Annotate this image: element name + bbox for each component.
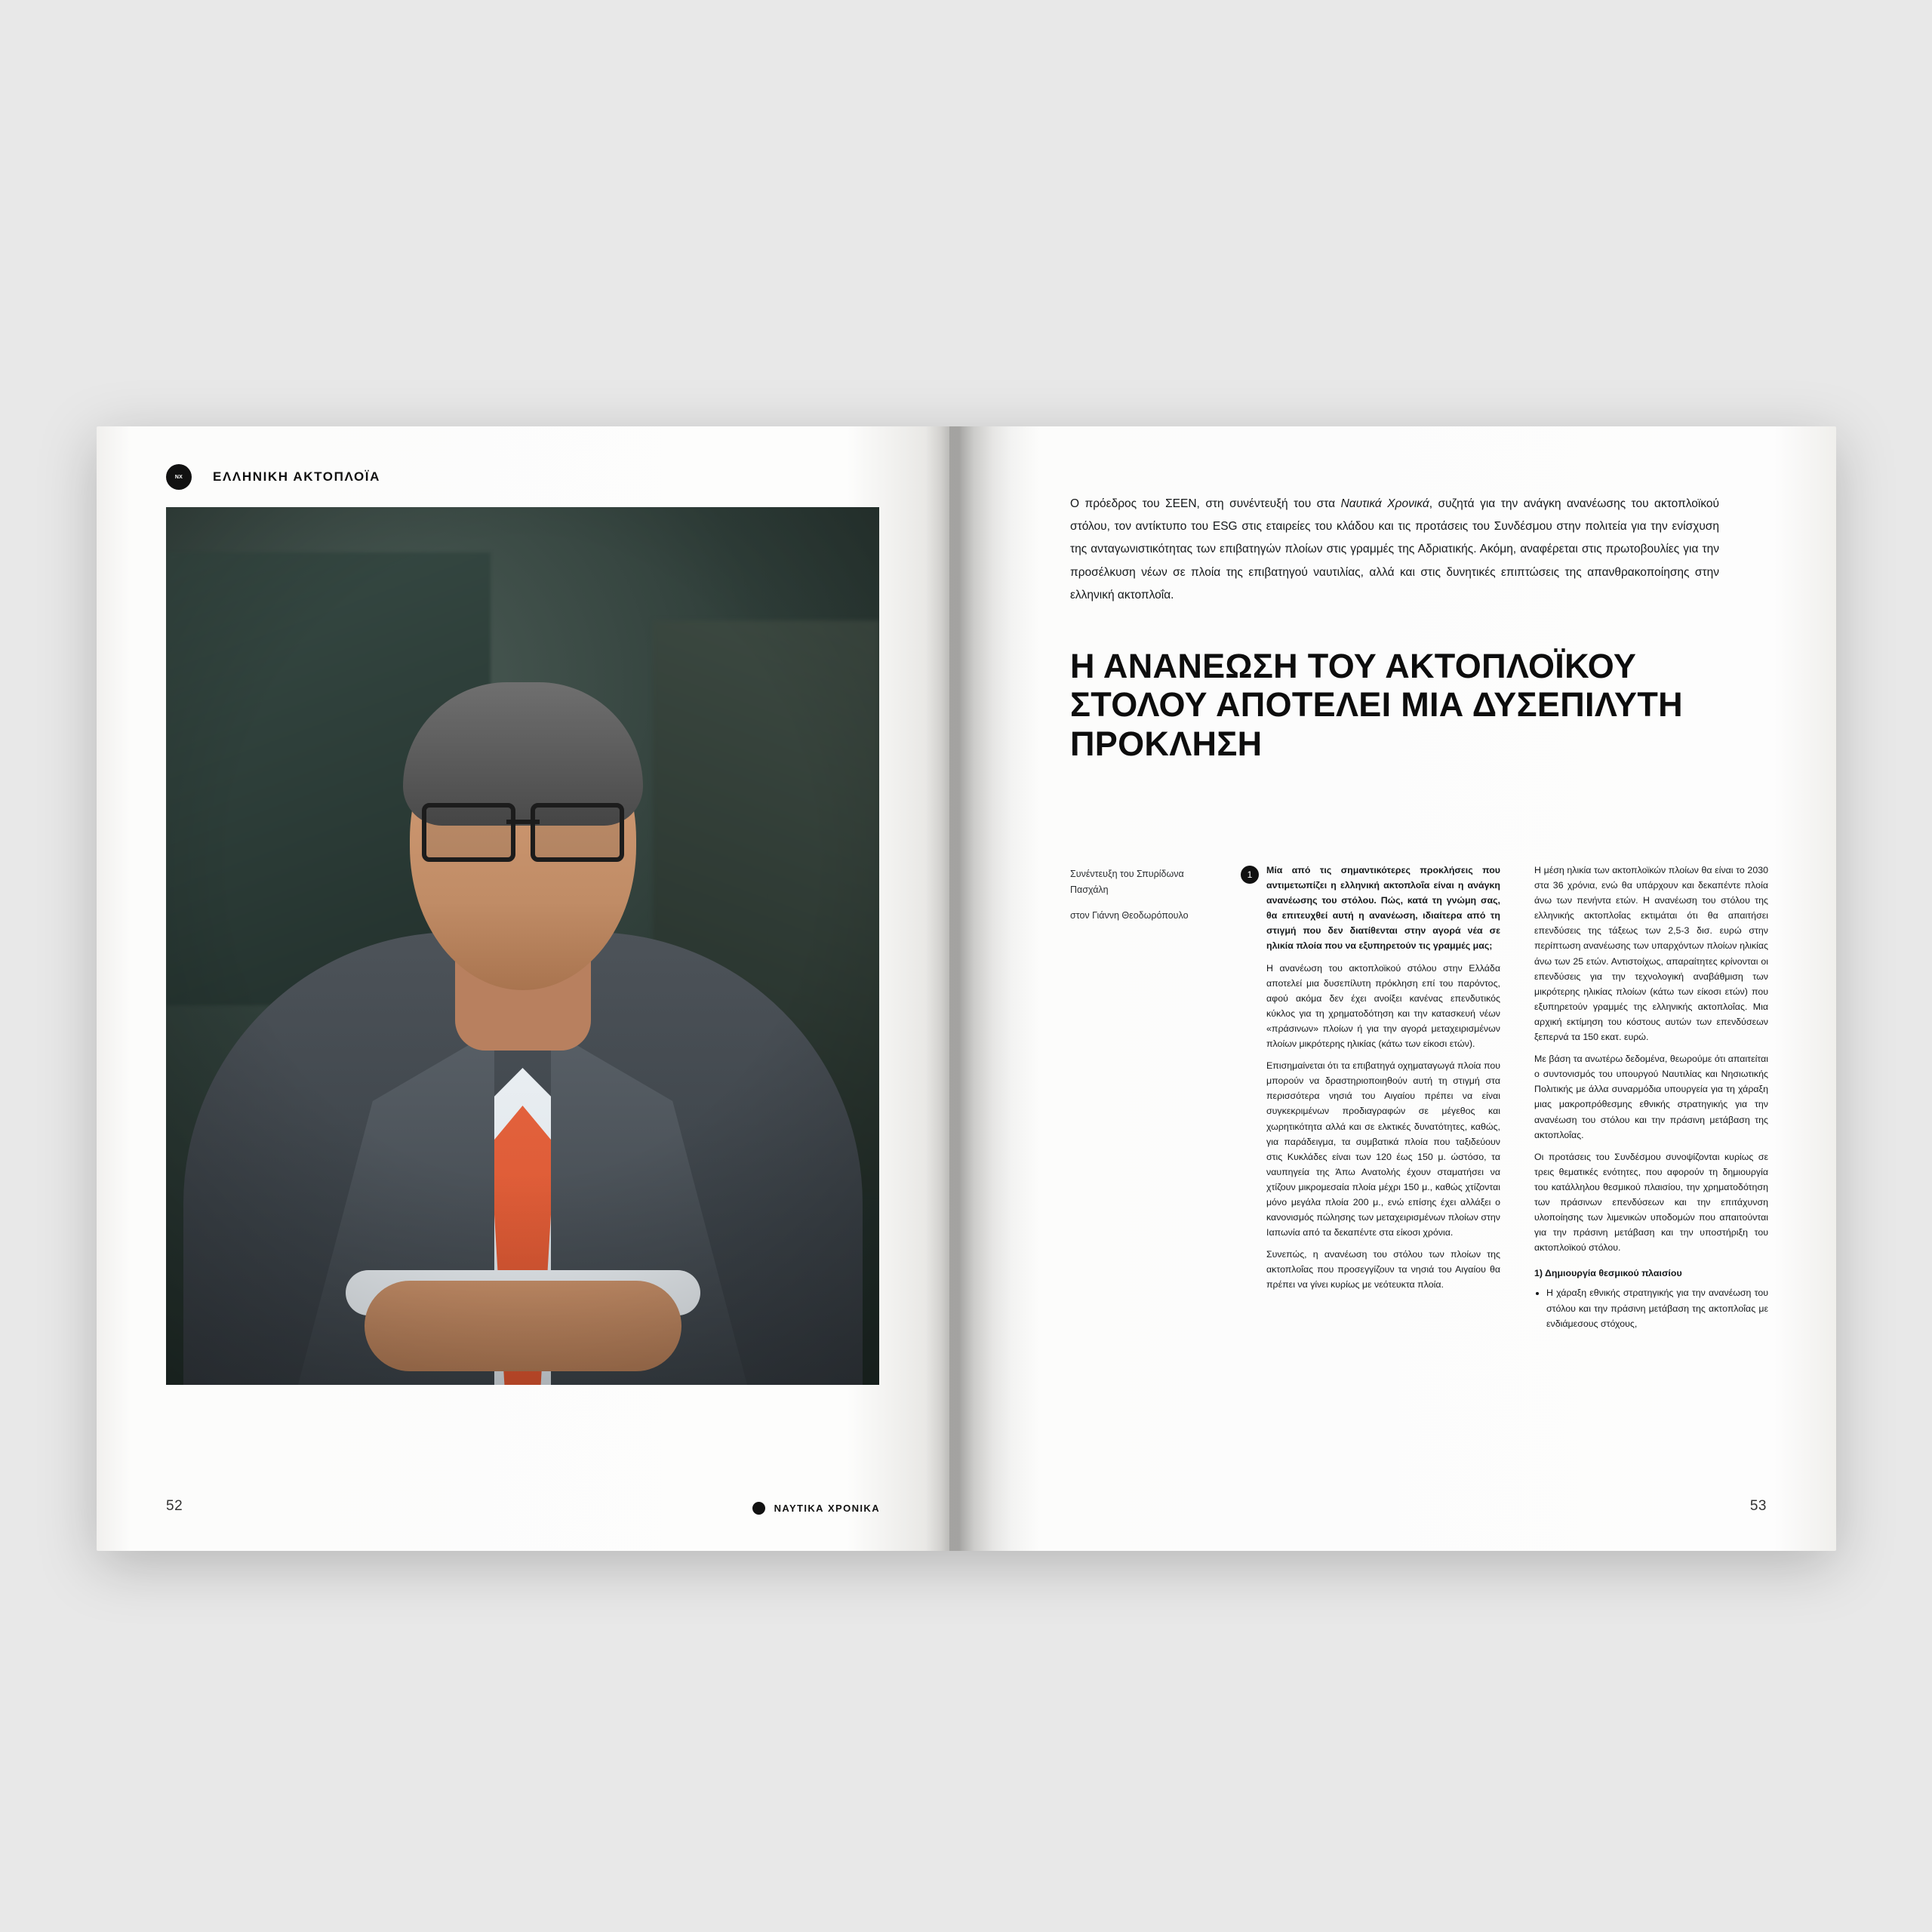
column1-paragraph-3: Συνεπώς, η ανανέωση του στόλου των πλοίων της ακτοπλοΐας που προσεγγίζουν τα νησιά του Αιγαίου θα πρέπει να γίνει κυρίως με νεότευκτα πλοία.: [1266, 1249, 1500, 1291]
article-headline: Η ΑΝΑΝΕΩΣΗ ΤΟΥ ΑΚΤΟΠΛΟΪΚΟΥ ΣΤΟΛΟΥ ΑΠΟΤΕΛΕΙ ΜΙΑ ΔΥΣΕΠΙΛΥΤΗ ΠΡΟΚΛΗΣΗ: [1070, 647, 1683, 763]
right-page: [949, 426, 1836, 1551]
brand-name: ΝΑΥΤΙΚΑ ΧΡΟΝΙΚΑ: [774, 1503, 880, 1514]
standfirst-part2: , συζητά για την ανάγκη ανανέωσης του ακτοπλοϊκού στόλου, τον αντίκτυπο του ESG στις εταιρείες του κλάδου και τις προτάσεις του Συνδέσμου στην πολιτεία για την ενίσχυση της ανταγωνιστικότητας των επιβατηγών πλοίων στις γραμμές της Αδριατικής. Ακόμη, αναφέρεται στις πρωτοβουλίες για την προσέλκυση νέων σε πλοία της επιβατηγού ναυτιλίας, αλλά και στις δυνητικές επιπτώσεις της απανθρακοποίησης στην ελληνική ακτοπλοΐα.: [1070, 497, 1719, 601]
left-page-header: [166, 464, 380, 490]
body-column-1: [1266, 863, 1500, 1300]
logo-text: NX: [174, 474, 183, 480]
photo-vignette: [166, 507, 879, 1385]
magazine-spread: [97, 426, 1836, 1551]
left-page: [97, 426, 949, 1551]
brand-dot-icon: [752, 1502, 765, 1515]
left-page-number: 52: [166, 1498, 183, 1514]
column1-paragraph-1: Η ανανέωση του ακτοπλοϊκού στόλου στην Ελλάδα αποτελεί μια δυσεπίλυτη πρόκληση επί του παρόντος, αφού ακόμα δεν έχει ανοίξει κανένας επενδυτικός κύκλος για τη χρηματοδότηση και την κατασκευή νέων «πράσινων» πλοίων ή για την αγορά μεταχειρισμένων πλοίων μικρότερης ηλικίας (κάτω των είκοσι ετών).: [1266, 962, 1500, 1050]
byline-credit: [1070, 866, 1214, 924]
right-page-number: 53: [1749, 1498, 1767, 1514]
left-page-brand-footer: [752, 1502, 880, 1515]
column1-paragraph-2: Επισημαίνεται ότι τα επιβατηγά οχηματαγωγά πλοία που μπορούν να δραστηριοποιηθούν αυτή τη στιγμή στα περισσότερα νησιά του Αιγαίου πρέπει να είναι συγκεκριμένων προδιαγραφών σε μέγεθος και χωρητικότητα αλλά και σε ελκτικές δυνατότητες, καθώς, για παράδειγμα, τα συμβατικά πλοία που ταξιδεύουν στις Κυκλάδες είναι των 120 έως 150 μ. ώστόσο, τα ναυπηγεία της Άπω Ανατολής έχουν σταματήσει να χτίζουν μικρομεσαία πλοία μέχρι 150 μ., καθώς χτίζονται μόνο μεγάλα πλοία 200 μ., ενώ επίσης έχει αλλάξει ο κανονισμός πώλησης των μεταχειρισμένων πλοίων στην Ιαπωνία από τα δεκαπέντε στα είκοσι χρόνια.: [1266, 1060, 1500, 1238]
column2-paragraph-2: Με βάση τα ανωτέρω δεδομένα, θεωρούμε ότι απαιτείται ο συντονισμός του υπουργού Ναυτιλίας και Νησιωτικής Πολιτικής με άλλα συναρμόδια υπουργεία για τη χάραξη μιας μακροπρόθεσμης εθνικής στρατηγικής για την ανανέωση του στόλου και την πράσινη μετάβαση της ακτοπλοΐας.: [1534, 1054, 1768, 1140]
credit-interviewer: στον Γιάννη Θεοδωρόπουλο: [1070, 910, 1189, 921]
section-kicker: ΕΛΛΗΝΙΚΗ ΑΚΤΟΠΛΟΪΑ: [213, 469, 380, 484]
interview-question: Μία από τις σημαντικότερες προκλήσεις που αντιμετωπίζει η ελληνική ακτοπλοΐα είναι η ανάγκη ανανέωσης του στόλου. Πώς, κατά τη γνώμη σας, θα επιτευχθεί αυτή η ανανέωση, ιδιαίτερα από τη στιγμή που δεν διατίθενται στην αγορά νέα σε ηλικία πλοία που να εξυπηρετούν τις γραμμές μας;: [1266, 865, 1500, 952]
standfirst-paragraph: [1070, 493, 1719, 607]
column2-paragraph-1: Η μέση ηλικία των ακτοπλοϊκών πλοίων θα είναι το 2030 στα 36 χρόνια, ενώ θα υπάρχουν και δεκαπέντε πλοία άνω των πενήντα ετών. Η ανανέωση του στόλου της ελληνικής ακτοπλοΐας εκτιμάται ότι θα απαιτήσει επενδύσεις της τάξεως των 2,5-3 δισ. ευρώ στην περίπτωση ανανέωσης των υπαρχόντων πλοίων ηλικίας άνω των 25 ετών. Αντιστοίχως, απαραίτητες κρίνονται οι επενδύσεις για την τεχνολογική αναβάθμιση των μικρότερης ηλικίας πλοίων (κάτω των είκοσι ετών) που εξυπηρετούν γραμμές της ελληνικής ακτοπλοΐας. Μια αρχική εκτίμηση του κόστους αυτών των επενδύσεων ξεπερνά τα 150 εκατ. ευρώ.: [1534, 865, 1768, 1043]
standfirst-magazine-title: Ναυτικά Χρονικά: [1340, 497, 1429, 510]
portrait-photo: [166, 507, 879, 1385]
body-column-2: [1534, 863, 1768, 1336]
standfirst-part1: Ο πρόεδρος του ΣΕΕΝ, στη συνέντευξή του στα: [1070, 497, 1341, 510]
credit-interview-by: Συνέντευξη του Σπυρίδωνα Πασχάλη: [1070, 869, 1184, 895]
question-number-badge: 1: [1241, 866, 1259, 884]
list-item: • Η χάραξη εθνικής στρατηγικής για την ανανέωση του στόλου και την πράσινη μετάβαση της ακτοπλοΐας με ενδιάμεσους στόχους,: [1546, 1285, 1768, 1331]
magazine-logo-icon: [166, 464, 192, 490]
column2-bullet-list: [1534, 1285, 1768, 1331]
column2-paragraph-3: Οι προτάσεις του Συνδέσμου συνοψίζονται κυρίως σε τρεις θεματικές ενότητες, που αφορούν τη δημιουργία του κατάλληλου θεσμικού πλαισίου, την χρηματοδότηση των πράσινων επενδύσεων και την επιτάχυνση υλοποίησης των λιμενικών υποδομών που απαιτούνται για την πράσινη μετάβαση και την υποστήριξη του ακτοπλοϊκού στόλου.: [1534, 1151, 1768, 1254]
column2-subheading: 1) Δημιουργία θεσμικού πλαισίου: [1534, 1268, 1682, 1279]
